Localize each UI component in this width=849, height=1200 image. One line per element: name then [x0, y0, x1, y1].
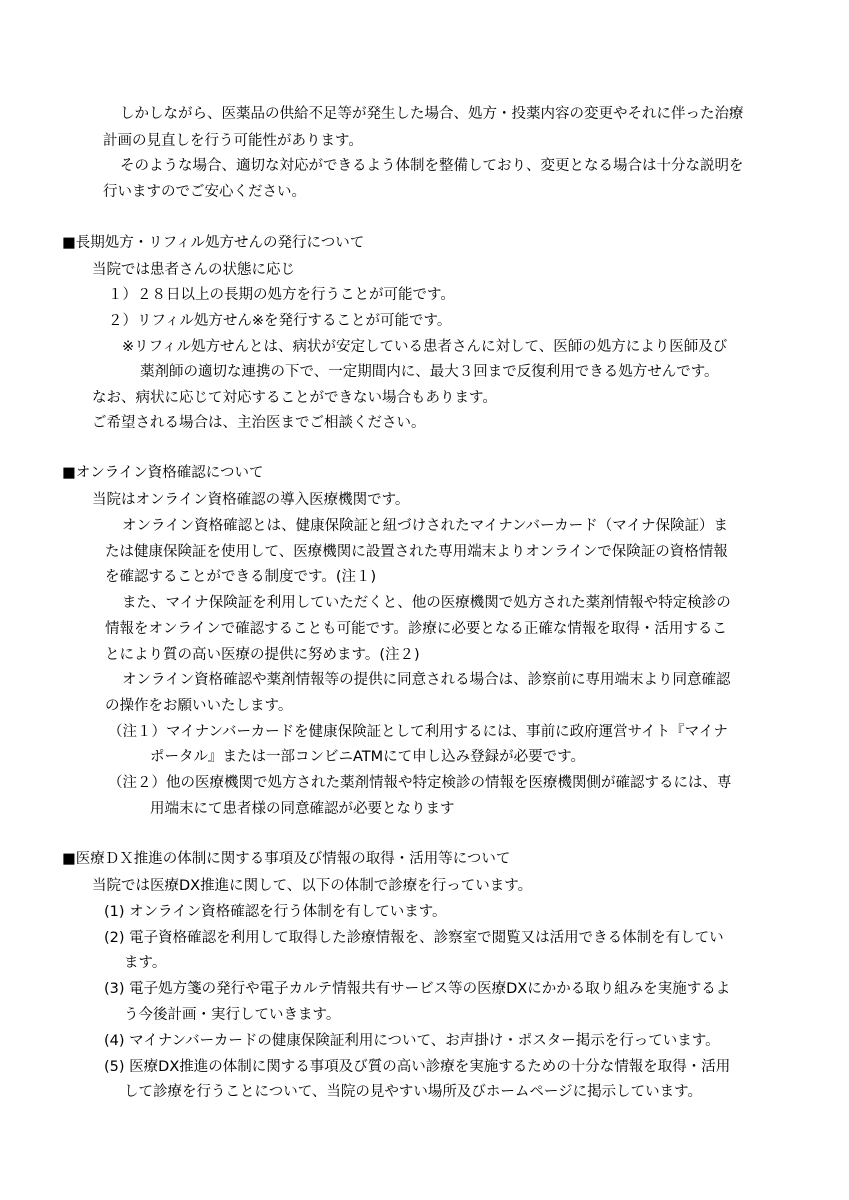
dx-item-5-line-2: して診療を行うことについて、当院の見やすい場所及びホームページに掲示しています。 [124, 1084, 702, 1100]
online-note-1-line-2: ポータル』または一部コンビニATMにて申し込み登録が必要です。 [150, 749, 585, 765]
online-note-2-line-1: （注２）他の医療機関で処方された薬剤情報や特定検診の情報を医療機関側が確認するには、専 [108, 775, 732, 791]
online-paragraph-2-line-1: また、マイナ保険証を利用していただくと、他の医療機関で処方された薬剤情報や特定検診の [122, 595, 731, 611]
section-heading-online: ■オンライン資格確認について [62, 465, 264, 481]
long-term-item-2: ２）リフィル処方せん※を発行することが可能です。 [108, 313, 452, 329]
online-paragraph-1-line-1: オンライン資格確認とは、健康保険証と紐づけされたマイナンバーカード（マイナ保険証）ま [122, 518, 728, 534]
intro-paragraph-1-line-1: しかしながら、医薬品の供給不足等が発生した場合、処方・投薬内容の変更やそれに伴った治療 [120, 106, 744, 122]
online-lead: 当院はオンライン資格確認の導入医療機関です。 [92, 492, 410, 508]
dx-item-5-line-1: (5) 医療DX推進の体制に関する事項及び質の高い診療を実施するための十分な情報を取得・活用 [104, 1059, 731, 1075]
long-term-item-1: １）２８日以上の長期の処方を行うことが可能です。 [108, 287, 455, 303]
online-paragraph-2-line-3: とにより質の高い医療の提供に努めます。(注２) [105, 647, 420, 663]
dx-item-2-line-2: ます。 [124, 955, 167, 971]
long-term-lead: 当院では患者さんの状態に応じ [92, 262, 295, 278]
long-term-closing-2: ご希望される場合は、主治医までご相談ください。 [92, 415, 426, 431]
online-paragraph-1-line-2: たは健康保険証を使用して、医療機関に設置された専用端末よりオンラインで保険証の資格情報 [105, 544, 728, 560]
section-heading-long-term: ■長期処方・リフィル処方せんの発行について [62, 235, 365, 251]
dx-item-3-line-1: (3) 電子処方箋の発行や電子カルテ情報共有サービス等の医療DXにかかる取り組みを実施するよ [104, 981, 731, 997]
dx-item-3-line-2: う今後計画・実行していきます。 [124, 1007, 341, 1023]
long-term-closing-1: なお、病状に応じて対応することができない場合もあります。 [92, 390, 497, 406]
online-paragraph-3-line-1: オンライン資格確認や薬剤情報等の提供に同意される場合は、診察前に専用端末より同意確認 [122, 672, 731, 688]
online-paragraph-1-line-3: を確認することができる制度です。(注１) [105, 569, 377, 585]
section-heading-medical-dx: ■医療ＤＸ推進の体制に関する事項及び情報の取得・活用等について [62, 851, 511, 867]
dx-item-2-line-1: (2) 電子資格確認を利用して取得した診療情報を、診察室で閲覧又は活用できる体制を有してい [104, 930, 724, 946]
intro-paragraph-2-line-1: そのような場合、適切な対応ができるよう体制を整備しており、変更となる場合は十分な説明を [120, 158, 744, 174]
intro-paragraph-1-line-2: 計画の見直しを行う可能性があります。 [103, 133, 363, 149]
dx-item-4: (4) マイナンバーカードの健康保険証利用について、お声掛け・ポスター掲示を行っています。 [104, 1033, 720, 1049]
online-note-2-line-2: 用端末にて患者様の同意確認が必要となります [150, 801, 455, 817]
refill-note-line-1: ※リフィル処方せんとは、病状が安定している患者さんに対して、医師の処方により医師及び [122, 339, 728, 355]
dx-item-1: (1) オンライン資格確認を行う体制を有しています。 [104, 904, 447, 920]
dx-lead: 当院では医療DX推進に関して、以下の体制で診療を行っています。 [92, 878, 533, 894]
intro-paragraph-2-line-2: 行いますのでご安心ください。 [103, 184, 306, 200]
online-paragraph-3-line-2: の操作をお願いいたします。 [105, 698, 293, 714]
online-paragraph-2-line-2: 情報をオンラインで確認することも可能です。診療に必要となる正確な情報を取得・活用するこ [105, 621, 727, 637]
refill-note-line-2: 薬剤師の適切な連携の下で、一定期間内に、最大３回まで反復利用できる処方せんです。 [140, 364, 719, 380]
online-note-1-line-1: （注１）マイナンバーカードを健康保険証として利用するには、事前に政府運営サイト『マイナ [108, 724, 728, 740]
